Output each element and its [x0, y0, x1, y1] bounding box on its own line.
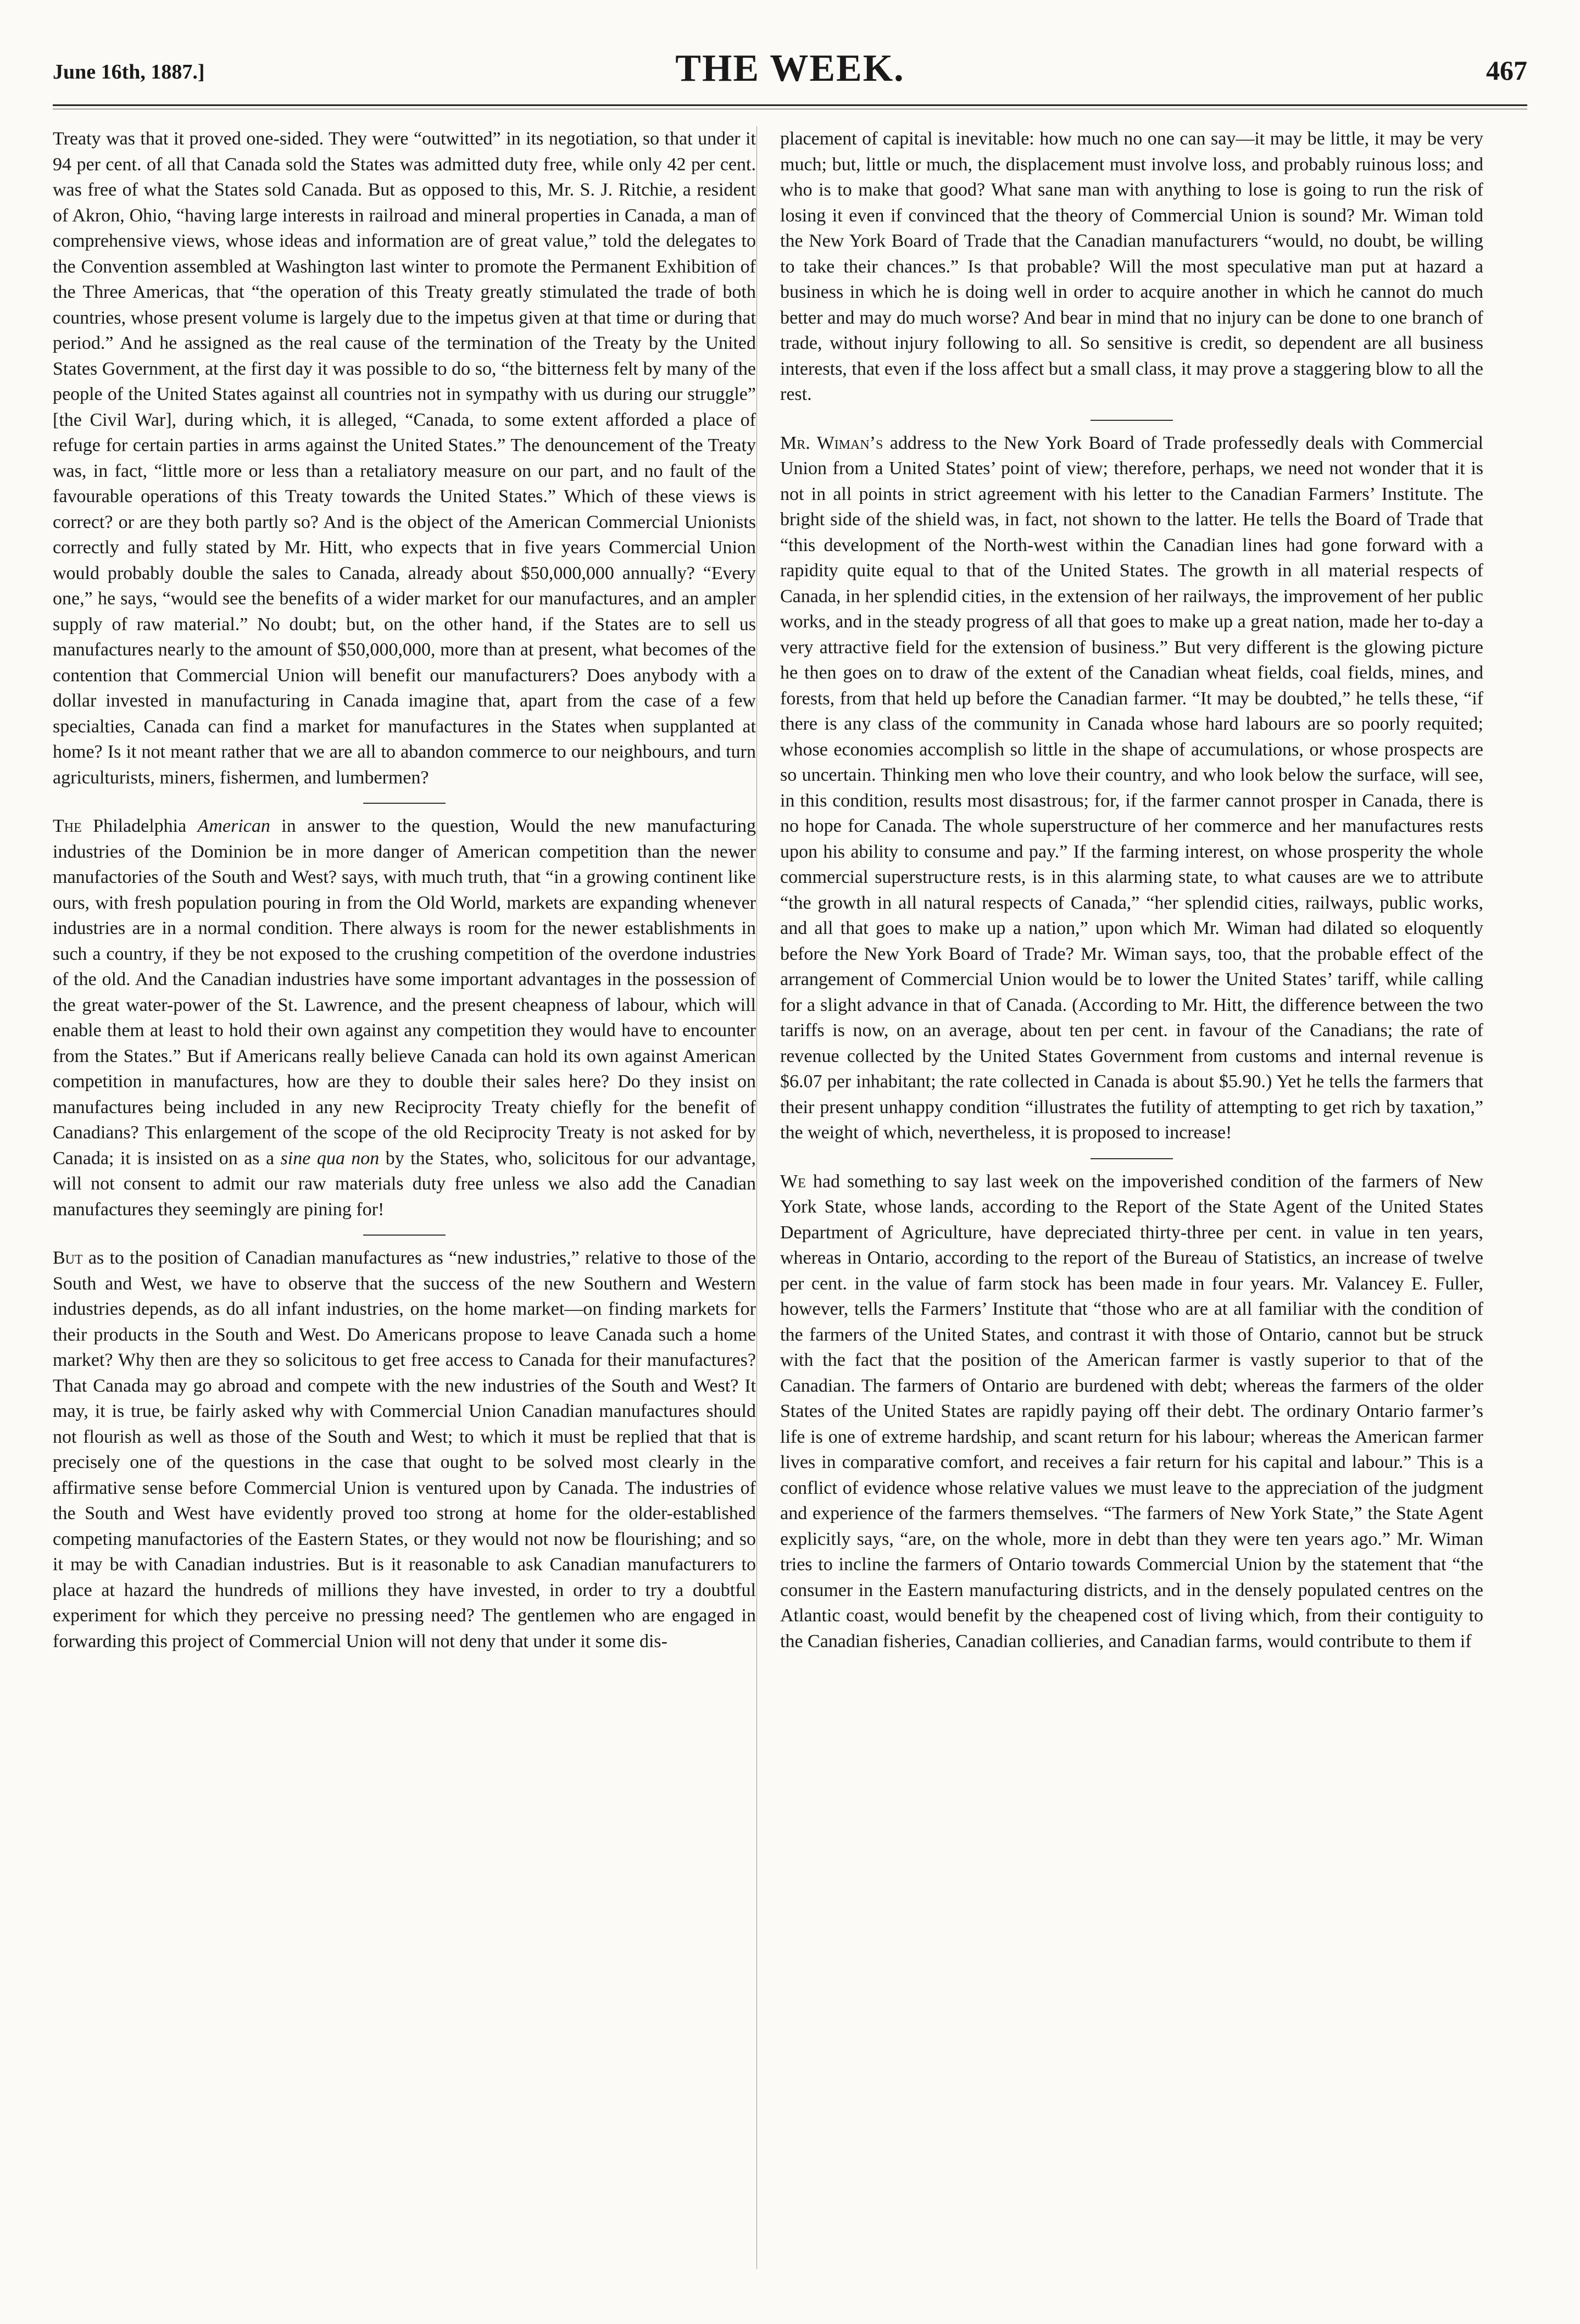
section-separator [1091, 1158, 1173, 1159]
lead-word: Mr. Wiman’s [780, 432, 883, 453]
lead-word: But [53, 1248, 83, 1268]
left-paragraph-1: Treaty was that it proved one-sided. They were “outwitted” in its negotiation, so that under it 94 per cent. of all that Canada sold the States was admitted duty free, while only 42 per cent. was free of what the States sold Canada. But as opposed to this, Mr. S. J. Ritchie, a resident of Akron, Ohio, “having large interests in railroad and mineral properties in Canada, a man of comprehensive views, whose ideas and information are of great value,” told the delegates to the Convention assembled at Washington last winter to promote the Permanent Exhibition of the Three Americas, that “the operation of this Treaty greatly stimulated the trade of both countries, whose present volume is largely due to the impetus given at that time or during that period.” And he assigned as the real cause of the termination of the Treaty by the United States Government, at the first day it was possible to do so, “the bitterness felt by many of the people of the United States against all countries not in sympathy with us during our struggle” [the Civil War], during which, it is alleged, “Canada, to some extent afforded a place of refuge for certain parties in arms against the United States.” The denouncement of the Treaty was, in fact, “little more or less than a retaliatory measure on our part, and no fault of the favourable operations of this Treaty towards the United States.” Which of these views is correct? or are they both partly so? And is the object of the American Commercial Unionists correctly and fully stated by Mr. Hitt, who expects that in five years Commercial Union would probably double the sales to Canada, already about $50,000,000 annually? “Every one,” he says, “would see the benefits of a wider market for our manufactures, and an ampler supply of raw material.” No doubt; but, on the other hand, if the States are to sell us manufactures nearly to the amount of $50,000,000, more than at present, what becomes of the contention that Commercial Union will benefit our manufacturers? Does anybody with a dollar invested in manufacturing in Canada imagine that, apart from the case of a few specialties, Canada can find a market for manufactures in the States when supplanted at home? Is it not meant rather that we are all to abandon commerce to our neighbours, and turn agriculturists, miners, fishermen, and lumbermen? [53, 129, 756, 788]
right-paragraph-1: placement of capital is inevitable: how much no one can say—it may be little, it may be very much; but, little or much, the displacement must involve loss, and probably ruinous loss; and who is to make that good? What sane man with anything to lose is going to run the risk of losing it even if convinced that the theory of Commercial Union is sound? Mr. Wiman told the New York Board of Trade that the Canadian manufacturers “would, no doubt, be willing to take their chances.” Is that probable? Will the most speculative man put at hazard a business in which he is doing well in order to acquire another in which he cannot do much better and may do much worse? And bear in mind that no injury can be done to one branch of trade, without injury following to all. So sensitive is credit, so dependent are all business interests, that even if the loss affect but a small class, it may prove a staggering blow to all the rest. [780, 129, 1483, 404]
header-rule [53, 104, 1527, 106]
right-column [780, 126, 1483, 2302]
text-run: had something to say last week on the impoverished condition of the farmers of New York State, whose lands, according to the Report of the State Agent of the United States Department of Agriculture, have depreciated thirty-three per cent. in value in ten years, whereas in Ontario, according to the report of the Bureau of Statistics, an increase of twelve per cent. in the value of farm stock has been made in four years. Mr. Valancey E. Fuller, however, tells the Farmers’ Institute that “those who are at all familiar with the condition of the farmers of the United States, and contrast it with those of Ontario, cannot but be struck with the fact that the position of the American farmer is vastly superior to that of the Canadian. The farmers of Ontario are burdened with debt; whereas the farmers of the older States of the United States are rapidly paying off their debt. The ordinary Ontario farmer’s life is one of extreme hardship, and scant return for his labour; whereas the American farmer lives in comparative comfort, and receives a fair return for his capital and labour.” This is a conflict of evidence whose relative values we must leave to the appreciation of the judgment and experience of the farmers themselves. “The farmers of New York State,” the State Agent explicitly says, “are, on the whole, more in debt than they were ten years ago.” Mr. Wiman tries to incline the farmers of Ontario towards Commercial Union by the statement that “the consumer in the Eastern manufacturing districts, and in the densely populated centres on the Atlantic coast, would benefit by the cheapened cost of living which, from their contiguity to the Canadian fisheries, Canadian collieries, and Canadian farms, would contribute to them if [780, 1171, 1483, 1652]
text-run: address to the New York Board of Trade professedly deals with Commercial Union from a United States’ point of view; therefore, perhaps, we need not wonder that it is not in all points in strict agreement with his letter to the Canadian Farmers’ Institute. The bright side of the shield was, in fact, not shown to the latter. He tells the Board of Trade that “this development of the North-west within the Canadian lines had gone forward with a rapidity quite equal to that of the United States. The growth in all material respects of Canada, in her splendid cities, in the extension of her railways, the improvement of her public works, and in the steady progress of all that goes to make up a great nation, made her to-day a very attractive field for the extension of business.” But very different is the glowing picture he then goes on to draw of the extent of the Canadian wheat fields, coal fields, mines, and forests, from that held up before the Canadian farmer. “It may be doubted,” he tells these, “if there is any class of the community in Canada whose hard labours are so poorly requited; whose economies accomplish so little in the shape of accumulations, or whose prospects are so uncertain. Thinking men who love their country, and who look below the surface, will see, in this condition, results most disastrous; for, if the farmer cannot prosper in Canada, there is no hope for Canada. The whole superstructure of her commerce and her manufactures rests upon his ability to consume and pay.” If the farming interest, on whose prosperity the whole commercial superstructure rests, is in this alarming state, to what causes are we to attribute “the growth in all natural respects of Canada,” “her splendid cities, railways, public works, and all that goes to make up a nation,” upon which Mr. Wiman had dilated so eloquently before the New York Board of Trade? Mr. Wiman says, too, that the probable effect of the arrangement of Commercial Union would be to lower the United States’ tariff, while calling for a slight advance in that of Canada. (According to Mr. Hitt, the difference between the two tariffs is now, on an average, about ten per cent. in favour of the Canadians; the rate of revenue collected by the United States Government from customs and internal revenue is $6.07 per inhabitant; the rate collected in Canada is about $5.90.) Yet he tells the farmers that their present unhappy condition “illustrates the futility of attempting to get rich by taxation,” the weight of which, nevertheless, it is proposed to increase! [780, 432, 1483, 1143]
text-run: in answer to the question, Would the new manufacturing industries of the Dominion be in more danger of American competition than the newer manufactories of the South and West? says, with much truth, that “in a growing continent like ours, with fresh population pouring in from the Old World, markets are expanding whenever industries are in a normal condition. There always is room for the newer establishments in such a country, if they be not exposed to the crushing competition of the overdone industries of the old. And the Canadian industries have some important advantages in the possession of the great water-power of the St. Lawrence, and the present cheapness of labour, which will enable them at least to hold their own against any competition they would have to encounter from the States.” But if Americans really believe Canada can hold its own against American competition in manufactures, how are they to double their sales here? Do they insist on manufactures being included in any new Reciprocity Treaty chiefly for the benefit of Canadians? This enlargement of the scope of the old Reciprocity Treaty is not asked for by Canada; it is insisted on as a [53, 816, 756, 1169]
lead-word: The [53, 816, 82, 836]
lead-word: We [780, 1171, 806, 1192]
column-divider [756, 126, 757, 2269]
section-separator [363, 1235, 446, 1236]
right-paragraph-2 [780, 431, 1483, 1146]
text-run: by the States, who, solicitous for our advantage, will not consent to admit our raw materials duty free unless we also add the Canadian manufactures they seemingly are pining for! [53, 1148, 756, 1220]
section-separator [363, 803, 446, 804]
header-title: THE WEEK. [675, 47, 905, 90]
italic-run: sine qua non [280, 1148, 380, 1169]
text-run: as to the position of Canadian manufactures as “new industries,” relative to those of the South and West, we have to observe that the success of the new Southern and Western industries depends, as do all infant industries, on the home market—on finding markets for their products in the South and West. Do Americans propose to leave Canada such a home market? Why then are they so solicitous to get free access to Canada for their manufactures? That Canada may go abroad and compete with the new industries of the South and West? It may, it is true, be fairly asked why with Commercial Union Canadian manufactures should not flourish as well as those of the South and West; to which it must be replied that that is precisely one of the questions in the case that ought to be solved most clearly in the affirmative sense before Commercial Union is ventured upon by Canada. The industries of the South and West have evidently proved too strong at home for the older-established competing manufactories of the Eastern States, or they would not now be flourishing; and so it may be with Canadian industries. But is it reasonable to ask Canadian manufacturers to place at hazard the hundreds of millions they have invested, in order to try a doubtful experiment for which they perceive no pressing need? The gentlemen who are engaged in forwarding this project of Commercial Union will not deny that under it some dis- [53, 1248, 756, 1652]
text-run: Philadelphia [81, 816, 198, 836]
header-date: June 16th, 1887.] [53, 60, 205, 84]
right-paragraph-3 [780, 1169, 1483, 1655]
left-column [53, 126, 756, 2302]
page-header [53, 47, 1527, 96]
left-paragraph-2 [53, 814, 756, 1222]
italic-run: American [197, 816, 270, 836]
left-paragraph-3 [53, 1246, 756, 1654]
header-page-number: 467 [1486, 55, 1527, 86]
section-separator [1091, 420, 1173, 421]
